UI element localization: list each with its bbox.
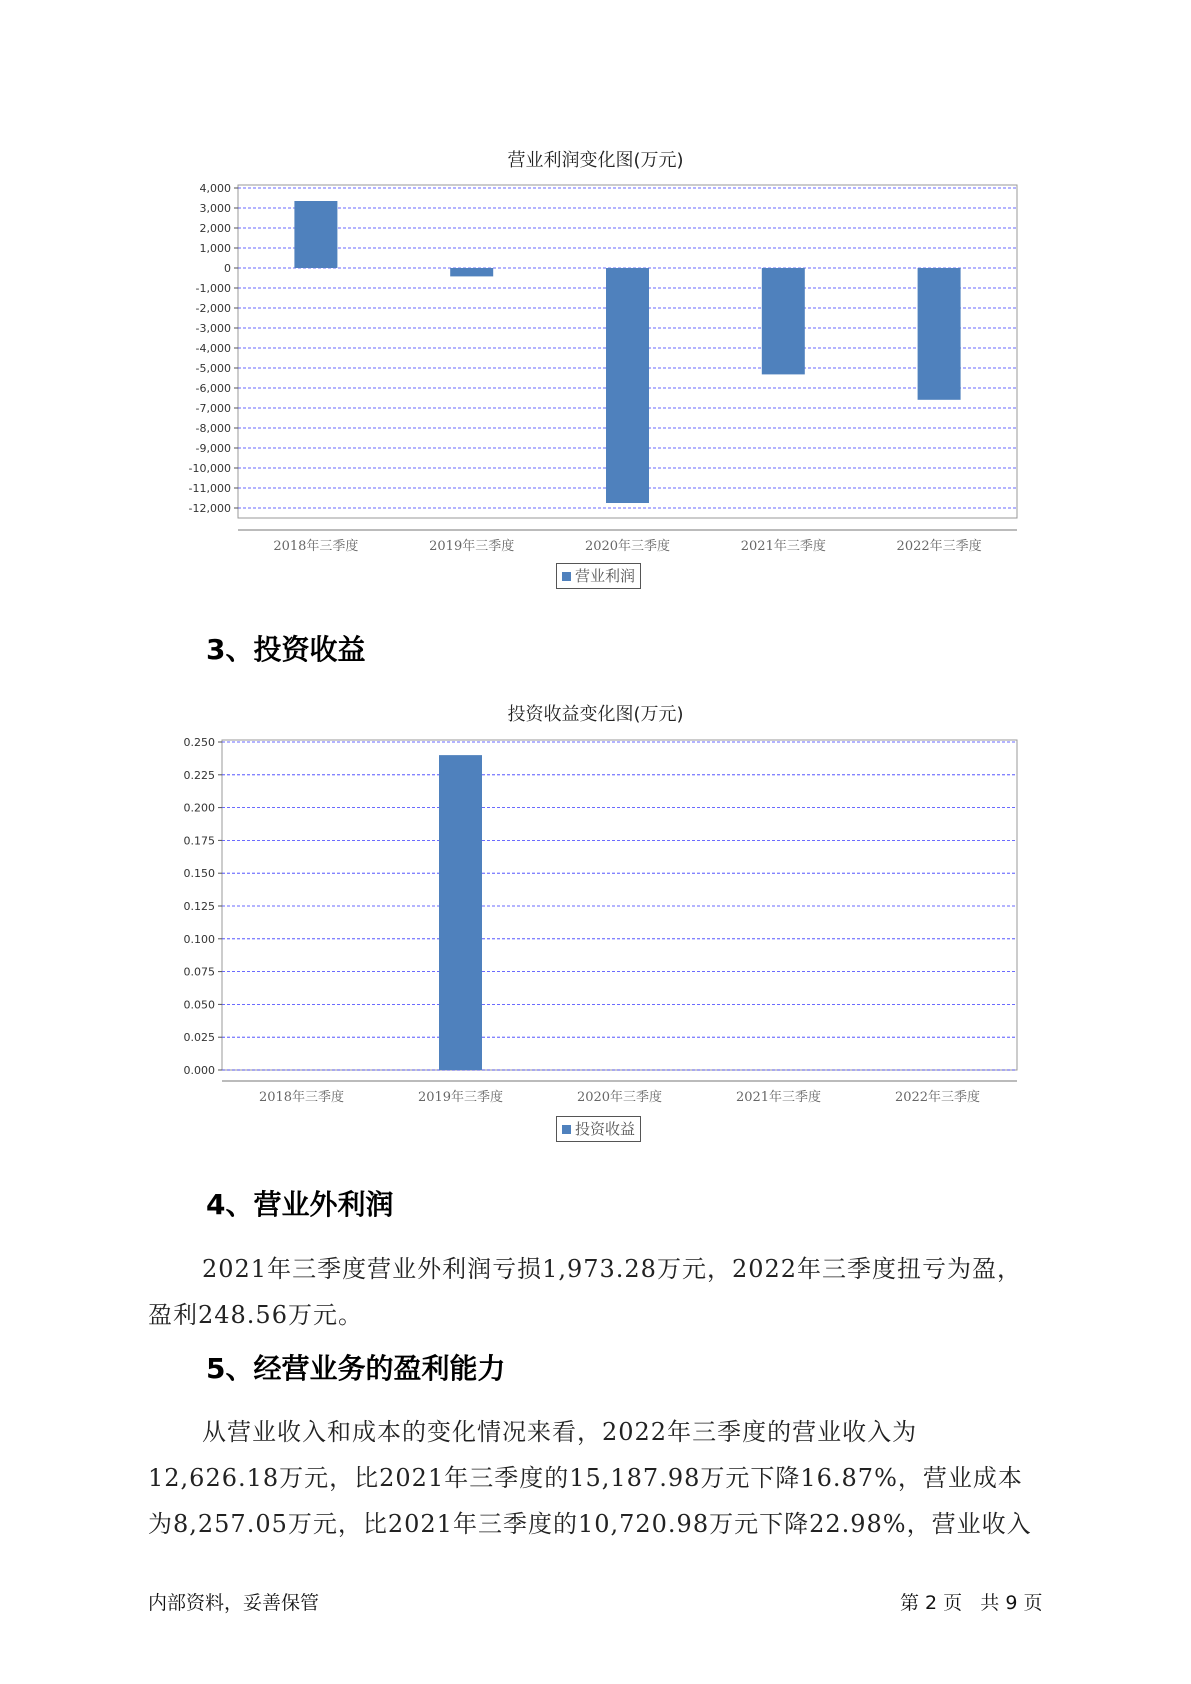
y-tick-label: 0.050 — [183, 998, 215, 1012]
x-tick-label: 2021年三季度 — [735, 1090, 822, 1105]
y-tick-label: -9,000 — [195, 442, 231, 455]
paragraph-line: 2021年三季度营业外利润亏损1,973.28万元，2022年三季度扭亏为盈， — [202, 1255, 1023, 1283]
x-tick-label: 2020年三季度 — [584, 539, 671, 554]
x-tick-label: 2021年三季度 — [740, 539, 826, 554]
y-tick-label: 0.100 — [183, 932, 215, 946]
y-tick-label: -1,000 — [195, 282, 231, 295]
y-tick-label: -4,000 — [195, 342, 231, 355]
y-tick-label: 0.250 — [183, 736, 215, 749]
paragraph-line: 为8,257.05万元，比2021年三季度的10,720.98万元下降22.98%，营业收入 — [148, 1510, 1032, 1538]
x-tick-label: 2018年三季度 — [273, 539, 359, 554]
y-tick-label: 0.150 — [183, 867, 215, 881]
y-tick-label: 4,000 — [199, 182, 231, 195]
bar — [439, 755, 482, 1070]
paragraph-line: 12,626.18万元，比2021年三季度的15,187.98万元下降16.87%，营业成本 — [148, 1464, 1023, 1492]
y-tick-label: -3,000 — [195, 322, 231, 335]
chart2-legend — [556, 1116, 641, 1142]
chart1-legend-label: 营业利润 — [575, 567, 636, 585]
y-tick-label: 3,000 — [199, 202, 231, 215]
y-tick-label: -11,000 — [188, 482, 231, 495]
x-tick-label: 2019年三季度 — [429, 539, 515, 554]
y-tick-label: -5,000 — [195, 362, 231, 375]
chart2-legend-label: 投资收益 — [575, 1120, 636, 1138]
y-tick-label: -2,000 — [195, 302, 231, 315]
y-tick-label: -12,000 — [188, 502, 231, 515]
y-tick-label: 0.125 — [183, 900, 215, 913]
y-tick-label: -8,000 — [195, 422, 231, 435]
section-heading-investment-income: 3、投资收益 — [206, 633, 366, 666]
y-tick-label: 0.175 — [183, 834, 215, 848]
x-tick-label: 2018年三季度 — [258, 1090, 345, 1105]
y-tick-label: 0.075 — [183, 965, 215, 979]
y-tick-label: 0.200 — [183, 801, 215, 815]
footer-confidential: 内部资料，妥善保管 — [148, 1592, 320, 1614]
plot-area — [222, 740, 1017, 1070]
x-tick-label: 2020年三季度 — [576, 1090, 663, 1105]
y-tick-label: -6,000 — [195, 382, 231, 395]
chart1-title: 营业利润变化图(万元) — [507, 150, 684, 171]
x-tick-label: 2019年三季度 — [417, 1090, 504, 1105]
paragraph-line: 从营业收入和成本的变化情况来看，2022年三季度的营业收入为 — [202, 1418, 918, 1446]
y-tick-label: 2,000 — [199, 222, 231, 235]
y-tick-label: -10,000 — [188, 462, 231, 475]
section-heading-profitability: 5、经营业务的盈利能力 — [206, 1352, 506, 1385]
x-tick-label: 2022年三季度 — [896, 539, 982, 554]
y-tick-label: -7,000 — [195, 402, 231, 415]
x-tick-label: 2022年三季度 — [894, 1090, 981, 1105]
y-tick-label: 0.225 — [183, 768, 215, 782]
footer-page-number: 第 2 页 共 9 页 — [900, 1592, 1043, 1614]
y-tick-label: 0.025 — [183, 1031, 215, 1045]
paragraph-line: 盈利248.56万元。 — [148, 1301, 363, 1329]
legend-swatch-icon — [562, 1125, 571, 1134]
y-tick-label: 0.000 — [183, 1064, 215, 1077]
y-tick-label: 1,000 — [199, 242, 231, 255]
chart2-title: 投资收益变化图(万元) — [507, 704, 684, 725]
section-heading-non-operating-profit: 4、营业外利润 — [206, 1188, 394, 1221]
y-tick-label: 0 — [224, 262, 231, 275]
